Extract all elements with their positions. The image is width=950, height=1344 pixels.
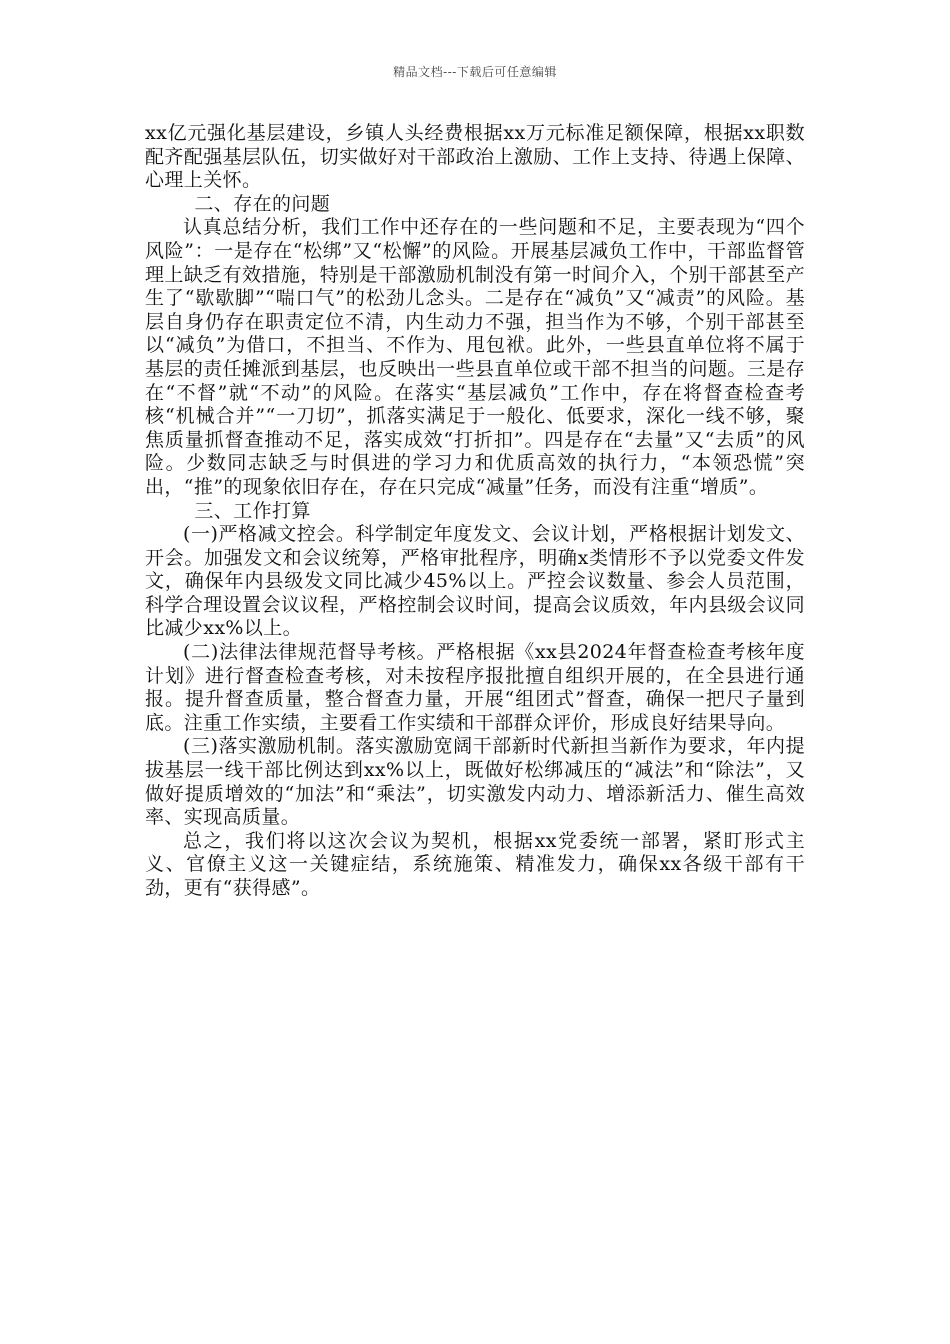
- paragraph-continuation: xx亿元强化基层建设，乡镇人头经费根据xx万元标准足额保障，根据xx职数配齐配强基层队伍，切实做好对干部政治上激励、工作上支持、待遇上保障、心理上关怀。: [145, 122, 805, 192]
- paragraph-plan-3: (三)落实激励机制。落实激励宽阔干部新时代新担当新作为要求，年内提拔基层一线干部比例达到xx%以上，既做好松绑减压的“减法”和“除法”，又做好提质增效的“加法”和“乘法”，切实激发内动力、增添新活力、催生高效率、实现高质量。: [145, 735, 805, 829]
- paragraph-plan-2: (二)法律法律规范督导考核。严格根据《xx县2024年督查检查考核年度计划》进行督查检查考核，对未按程序报批擅自组织开展的，在全县进行通报。提升督查质量，整合督查力量，开展“组团式”督查，确保一把尺子量到底。注重工作实绩，主要看工作实绩和干部群众评价，形成良好结果导向。: [145, 641, 805, 734]
- paragraph-problems: 认真总结分析，我们工作中还存在的一些问题和不足，主要表现为“四个风险”：一是存在“松绑”又“松懈”的风险。开展基层减负工作中，干部监督管理上缺乏有效措施，特别是干部激励机制没有第一时间介入，个别干部甚至产生了“歇歇脚”“喘口气”的松劲儿念头。二是存在“减负”又“减责”的风险。基层自身仍存在职责定位不清，内生动力不强，担当作为不够，个别干部甚至以“减负”为借口，不担当、不作为、甩包袱。此外，一些县直单位将不属于基层的责任摊派到基层，也反映出一些县直单位或干部不担当的问题。三是存在“不督”就“不动”的风险。在落实“基层减负”工作中，存在将督查检查考核“机械合并”“一刀切”，抓落实满足于一般化、低要求，深化一线不够，聚焦质量抓督查推动不足，落实成效“打折扣”。四是存在“去量”又“去质”的风险。少数同志缺乏与时俱进的学习力和优质高效的执行力，“本领恐慌”突出，“推”的现象依旧存在，存在只完成“减量”任务，而没有注重“增质”。: [145, 216, 805, 498]
- paragraph-plan-1: (一)严格减文控会。科学制定年度发文、会议计划，严格根据计划发文、开会。加强发文和会议统筹，严格审批程序，明确x类情形不予以党委文件发文，确保年内县级发文同比减少45%以上。严控会议数量、参会人员范围，科学合理设置会议议程，严格控制会议时间，提高会议质效，年内县级会议同比减少xx%以上。: [145, 523, 805, 640]
- document-body: [145, 122, 805, 901]
- section-heading-problems: 二、存在的问题: [194, 192, 331, 215]
- section-heading-plans: 三、工作打算: [194, 499, 311, 522]
- paragraph-conclusion: 总之，我们将以这次会议为契机，根据xx党委统一部署，紧盯形式主义、官僚主义这一关键症结，系统施策、精准发力，确保xx各级干部有干劲，更有“获得感”。: [145, 829, 805, 899]
- page-header: 精品文档---下载后可任意编辑: [393, 65, 557, 79]
